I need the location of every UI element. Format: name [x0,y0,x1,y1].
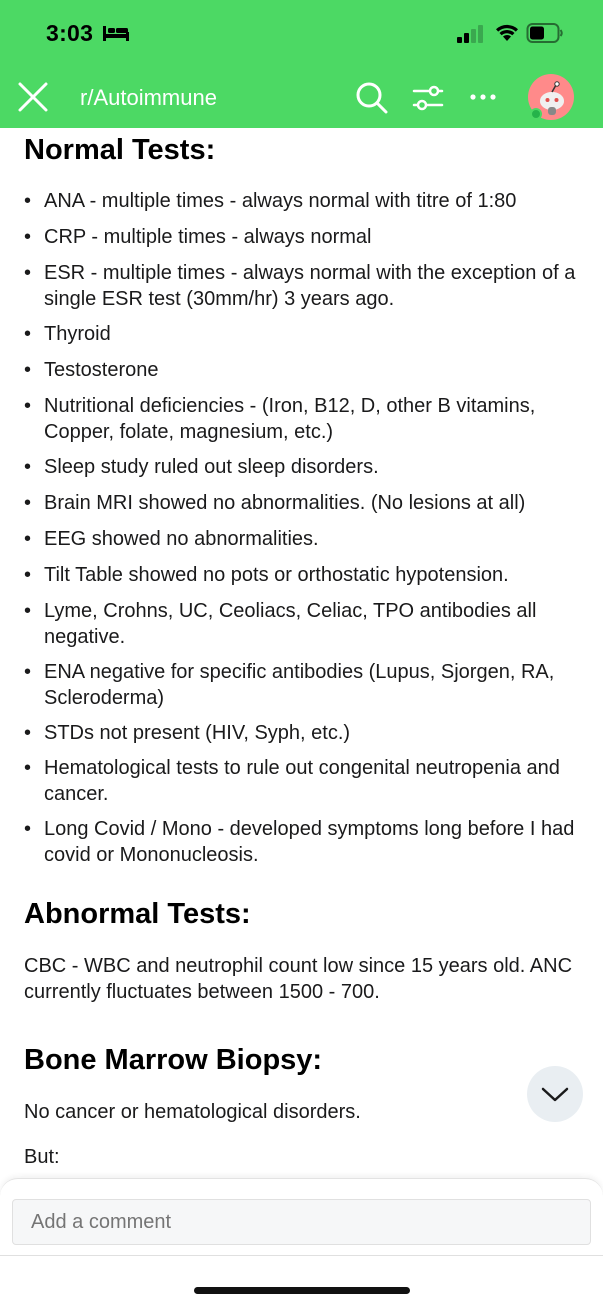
bullet-dot: • [24,757,32,779]
list-item-text: Nutritional deficiencies - (Iron, B12, D, other B vitamins, Copper, folate, magnesium, etc.) [44,395,536,443]
bullet-dot: • [24,564,32,586]
signal-icon [456,24,486,44]
close-icon[interactable] [16,80,50,114]
scroll-down-button[interactable] [527,1066,583,1122]
more-icon[interactable] [468,84,498,110]
list-item-text: Long Covid / Mono - developed symptoms long before I had covid or Mononucleosis. [44,818,575,866]
avatar[interactable] [528,74,574,120]
list-item-text: ANA - multiple times - always normal with titre of 1:80 [44,190,517,212]
list-item-text: Tilt Table showed no pots or orthostatic hypotension. [44,564,509,586]
bullet-dot: • [24,395,32,417]
biopsy-heading: Bone Marrow Biopsy: [24,1044,323,1076]
list-item-text: Sleep study ruled out sleep disorders. [44,456,379,478]
bullet-dot: • [24,359,32,381]
status-time: 3:03 [46,20,94,46]
bullet-dot: • [24,456,32,478]
nav-bar [0,66,603,128]
bullet-dot: • [24,262,32,284]
status-bar [0,0,603,66]
divider [0,1255,603,1256]
list-item-text: EEG showed no abnormalities. [44,528,319,550]
comment-input[interactable] [12,1199,591,1245]
list-item-text: Brain MRI showed no abnormalities. (No lesions at all) [44,492,526,514]
list-item-text: CRP - multiple times - always normal [44,226,372,248]
bed-icon [102,24,130,42]
list-item-text: ESR - multiple times - always normal with the exception of a single ESR test (30mm/hr) 3 years ago. [44,262,576,310]
bullet-dot: • [24,190,32,212]
biopsy-text: No cancer or hematological disorders. [24,1101,361,1123]
post-body [0,128,603,1178]
but-text: But: [24,1146,60,1168]
normal-tests-heading: Normal Tests: [24,134,216,166]
app-header [0,0,603,128]
list-item-text: Lyme, Crohns, UC, Ceoliacs, Celiac, TPO antibodies all negative. [44,600,537,648]
list-item-text: Thyroid [44,323,111,345]
home-indicator[interactable] [194,1287,410,1294]
wifi-icon [494,23,520,43]
list-item-text: Hematological tests to rule out congenital neutropenia and cancer. [44,757,560,805]
bullet-dot: • [24,600,32,622]
bullet-dot: • [24,528,32,550]
list-item-text: Testosterone [44,359,159,381]
list-item-text: STDs not present (HIV, Syph, etc.) [44,722,351,744]
subreddit-name[interactable]: r/Autoimmune [80,85,217,110]
abnormal-tests-text: CBC - WBC and neutrophil count low since 15 years old. ANC currently fluctuates between 1500 - 700. [24,955,573,1003]
bullet-dot: • [24,722,32,744]
chevron-down-icon [527,1066,583,1122]
filter-icon[interactable] [410,80,446,116]
bullet-dot: • [24,226,32,248]
list-item-text: ENA negative for specific antibodies (Lupus, Sjorgen, RA, Scleroderma) [44,661,555,709]
bullet-dot: • [24,492,32,514]
bullet-dot: • [24,818,32,840]
comment-bar [0,1178,603,1304]
bullet-dot: • [24,661,32,683]
abnormal-tests-heading: Abnormal Tests: [24,898,251,930]
bullet-dot: • [24,323,32,345]
battery-icon [526,22,564,44]
search-icon[interactable] [354,80,390,116]
online-dot [530,108,542,120]
